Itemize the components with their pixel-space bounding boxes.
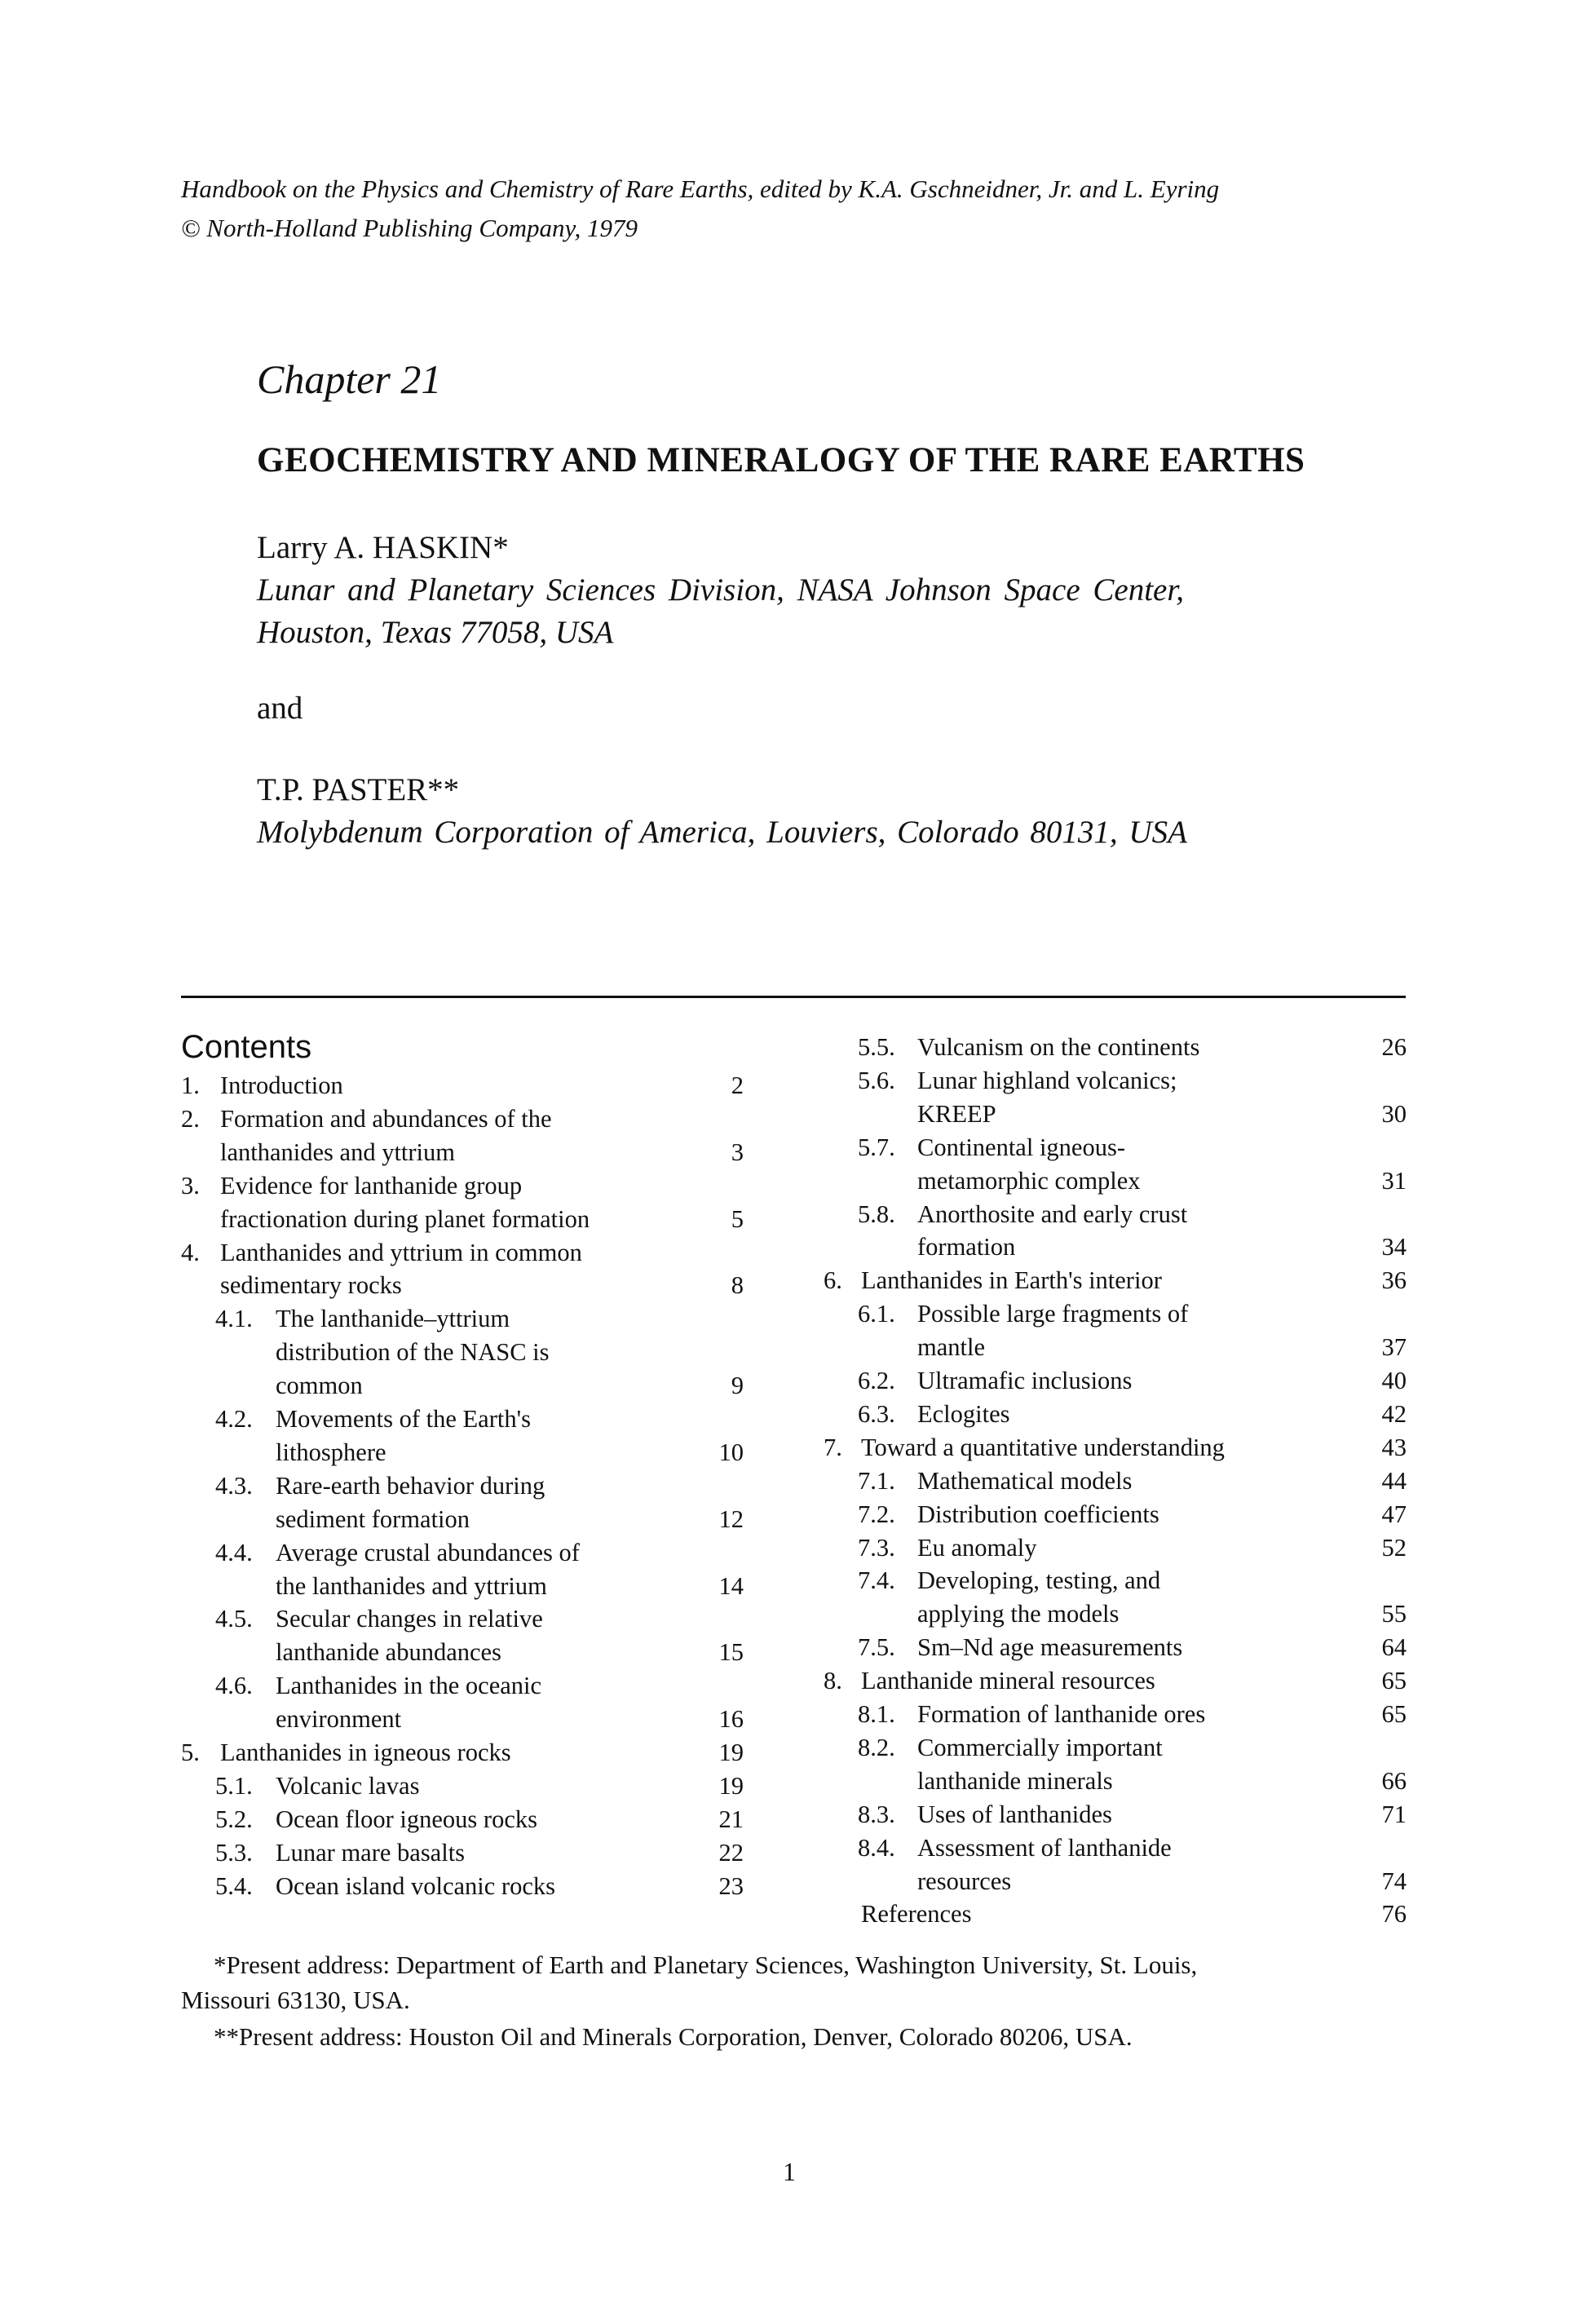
toc-entry-page: 47	[1381, 1500, 1407, 1528]
toc-entry-title: Ultramafic inclusions	[917, 1367, 1133, 1394]
toc-entry-title: Evidence for lanthanide group	[220, 1171, 523, 1200]
toc-entry-page: 26	[1381, 1033, 1407, 1061]
toc-entry-title: Lanthanides in igneous rocks	[220, 1739, 511, 1766]
toc-entry-line	[181, 1336, 768, 1368]
toc-entry-number: 4.6.	[215, 1672, 253, 1700]
toc-entry-page: 22	[718, 1838, 744, 1867]
toc-entry-page: 40	[1381, 1367, 1407, 1394]
toc-entry-line	[181, 1169, 768, 1202]
toc-entry-page: 44	[1381, 1466, 1407, 1495]
toc-entry-number: 5.	[181, 1739, 200, 1766]
toc-entry-number: 4.2.	[215, 1405, 253, 1433]
toc-entry-title: Volcanic lavas	[276, 1771, 420, 1800]
toc-entry-title: KREEP	[917, 1099, 996, 1128]
toc-entry-line	[824, 1631, 1411, 1663]
toc-entry-number: 1.	[181, 1071, 200, 1099]
toc-entry-page: 64	[1381, 1633, 1407, 1662]
toc-entry-title: resources	[917, 1867, 1012, 1895]
toc-entry-title: Vulcanism on the continents	[917, 1033, 1200, 1061]
toc-entry-line	[181, 1870, 768, 1902]
toc-entry-line	[824, 1531, 1411, 1564]
toc-entry-page: 8	[731, 1271, 744, 1300]
toc-entry-number: 5.4.	[215, 1871, 253, 1900]
toc-entry-number: 8.	[824, 1667, 842, 1695]
toc-entry-title: common	[276, 1372, 363, 1400]
toc-entry-page: 71	[1381, 1800, 1407, 1828]
toc-entry-page: 52	[1381, 1533, 1407, 1562]
toc-entry-number: 4.1.	[215, 1305, 253, 1333]
toc-entry-title: Possible large fragments of	[917, 1300, 1189, 1328]
toc-entry-line	[181, 1669, 768, 1702]
toc-entry-line	[181, 1403, 768, 1435]
chapter-title: GEOCHEMISTRY AND MINERALOGY OF THE RARE EARTHS	[257, 441, 1305, 479]
toc-entry-title: The lanthanide–yttrium	[276, 1305, 510, 1333]
toc-entry-line	[824, 1098, 1411, 1130]
author-affiliation: Lunar and Planetary Sciences Division, NASA Johnson Space Center,	[257, 572, 1184, 608]
toc-entry-page: 30	[1381, 1099, 1407, 1128]
toc-entry-number: 5.3.	[215, 1838, 253, 1867]
toc-entry-line	[824, 1198, 1411, 1230]
toc-entry-title: Introduction	[220, 1071, 343, 1099]
toc-entry-title: formation	[917, 1233, 1016, 1261]
toc-entry-number: 7.5.	[858, 1633, 895, 1662]
toc-entry-title: Average crustal abundances of	[276, 1538, 580, 1566]
author-name: Larry A. HASKIN*	[257, 530, 509, 565]
toc-entry-line	[824, 1498, 1411, 1531]
toc-entry-number: 5.6.	[858, 1066, 895, 1094]
toc-entry-title: mantle	[917, 1333, 985, 1362]
toc-entry-number: 7.	[824, 1433, 842, 1461]
toc-entry-page: 42	[1381, 1399, 1407, 1428]
toc-entry-title: Anorthosite and early crust	[917, 1200, 1188, 1228]
toc-entry-page: 43	[1381, 1433, 1407, 1461]
toc-entry-page: 74	[1381, 1867, 1407, 1895]
author-block-2	[257, 769, 1187, 854]
toc-entry-number: 8.2.	[858, 1733, 895, 1761]
author-name: T.P. PASTER**	[257, 772, 460, 807]
toc-entry-title: Rare-earth behavior during	[276, 1471, 545, 1500]
toc-entry-number: 6.1.	[858, 1300, 895, 1328]
toc-entry-title: Developing, testing, and	[917, 1566, 1161, 1595]
toc-entry-page: 19	[718, 1771, 744, 1800]
toc-entry-number: 4.	[181, 1238, 200, 1266]
toc-entry-line	[181, 1636, 768, 1668]
toc-entry-number: 5.2.	[215, 1805, 253, 1833]
chapter-label: Chapter 21	[257, 356, 442, 402]
toc-entry-line	[181, 1203, 768, 1235]
toc-entry-title: Ocean floor igneous rocks	[276, 1805, 537, 1833]
toc-entry-title: Lanthanide mineral resources	[861, 1667, 1155, 1695]
toc-entry-page: 36	[1381, 1266, 1407, 1295]
toc-entry-title: Uses of lanthanides	[917, 1800, 1112, 1828]
toc-entry-title: metamorphic complex	[917, 1166, 1141, 1195]
header-line-2: © North-Holland Publishing Company, 1979	[181, 214, 638, 242]
toc-entry-page: 31	[1381, 1166, 1407, 1195]
toc-entry-title: Commercially important	[917, 1733, 1163, 1761]
toc-entry-line	[824, 1331, 1411, 1363]
toc-entry-line	[181, 1302, 768, 1335]
toc-entry-line	[181, 1770, 768, 1802]
toc-entry-line	[181, 1736, 768, 1769]
toc-entry-title: Lunar mare basalts	[276, 1838, 466, 1867]
toc-entry-title: Lanthanides in Earth's interior	[861, 1266, 1162, 1295]
toc-entry-line	[824, 1831, 1411, 1864]
toc-entry-page: 34	[1381, 1233, 1407, 1261]
toc-entry-line	[824, 1898, 1411, 1930]
toc-entry-line	[824, 1597, 1411, 1630]
toc-entry-title: lanthanide minerals	[917, 1766, 1113, 1795]
toc-entry-line	[824, 1564, 1411, 1597]
toc-entry-title: the lanthanides and yttrium	[276, 1571, 547, 1600]
toc-entry-page: 23	[718, 1871, 744, 1900]
footnote-2: **Present address: Houston Oil and Minerals Corporation, Denver, Colorado 80206, USA.	[214, 2022, 1133, 2051]
toc-entry-line	[181, 1836, 768, 1869]
toc-entry-number: 4.5.	[215, 1605, 253, 1633]
toc-entry-line	[824, 1264, 1411, 1297]
toc-entry-line	[181, 1602, 768, 1635]
toc-entry-number: 4.4.	[215, 1538, 253, 1566]
header-line-1: Handbook on the Physics and Chemistry of Rare Earths, edited by K.A. Gschneidner, Jr. and L. Eyring	[181, 175, 1220, 203]
toc-entry-title: applying the models	[917, 1600, 1120, 1628]
toc-entry-number: 7.1.	[858, 1466, 895, 1495]
toc-entry-title: Toward a quantitative understanding	[861, 1433, 1225, 1461]
author-affiliation: Molybdenum Corporation of America, Louviers, Colorado 80131, USA	[257, 815, 1187, 850]
toc-entry-page: 12	[718, 1504, 744, 1533]
toc-entry-title: Eclogites	[917, 1399, 1010, 1428]
toc-entry-line	[824, 1164, 1411, 1197]
author-affiliation: Houston, Texas 77058, USA	[257, 615, 614, 650]
toc-entry-page: 14	[718, 1571, 744, 1600]
toc-entry-line	[181, 1436, 768, 1469]
toc-entry-line	[824, 1230, 1411, 1263]
toc-entry-page: 55	[1381, 1600, 1407, 1628]
toc-entry-line	[824, 1398, 1411, 1430]
toc-entry-line	[824, 1465, 1411, 1497]
toc-entry-line	[181, 1369, 768, 1402]
toc-entry-line	[181, 1136, 768, 1169]
book-header	[181, 170, 1420, 248]
toc-entry-title: Assessment of lanthanide	[917, 1833, 1172, 1862]
toc-entry-page: 65	[1381, 1667, 1407, 1695]
toc-entry-number: 5.8.	[858, 1200, 895, 1228]
author-block-1	[257, 527, 1184, 654]
toc-entry-page: 9	[731, 1372, 744, 1400]
toc-entry-line	[824, 1297, 1411, 1330]
and-connector: and	[257, 691, 303, 726]
toc-entry-title: Continental igneous-	[917, 1133, 1125, 1161]
toc-entry-page: 66	[1381, 1766, 1407, 1795]
toc-entry-page: 3	[731, 1138, 744, 1166]
toc-entry-number: 2.	[181, 1104, 200, 1133]
toc-entry-title: lithosphere	[276, 1438, 386, 1466]
toc-entry-line	[824, 1698, 1411, 1730]
toc-entry-number: 8.4.	[858, 1833, 895, 1862]
toc-entry-page: 76	[1381, 1900, 1407, 1929]
toc-entry-line	[181, 1069, 768, 1102]
toc-entry-page: 5	[731, 1204, 744, 1233]
toc-entry-title: Lanthanides and yttrium in common	[220, 1238, 582, 1266]
toc-entry-line	[824, 1731, 1411, 1764]
toc-entry-title: fractionation during planet formation	[220, 1204, 590, 1233]
toc-entry-line	[824, 1131, 1411, 1164]
toc-entry-page: 2	[731, 1071, 744, 1099]
toc-entry-line	[181, 1469, 768, 1502]
toc-entry-number: 6.	[824, 1266, 842, 1295]
toc-entry-line	[181, 1703, 768, 1735]
toc-entry-number: 5.1.	[215, 1771, 253, 1800]
section-divider	[181, 996, 1406, 998]
toc-entry-title: Movements of the Earth's	[276, 1405, 531, 1433]
toc-entry-line	[181, 1570, 768, 1602]
toc-entry-number: 7.3.	[858, 1533, 895, 1562]
contents-heading: Contents	[181, 1029, 312, 1065]
toc-entry-title: sedimentary rocks	[220, 1271, 402, 1300]
toc-entry-title: distribution of the NASC is	[276, 1338, 550, 1367]
toc-entry-title: Lanthanides in the oceanic	[276, 1672, 542, 1700]
toc-entry-number: 8.3.	[858, 1800, 895, 1828]
toc-entry-title: Lunar highland volcanics;	[917, 1066, 1177, 1094]
toc-entry-title: Ocean island volcanic rocks	[276, 1871, 555, 1900]
toc-entry-page: 65	[1381, 1700, 1407, 1728]
toc-entry-page: 37	[1381, 1333, 1407, 1362]
toc-entry-title: sediment formation	[276, 1504, 470, 1533]
toc-entry-line	[824, 1364, 1411, 1397]
toc-entry-number: 3.	[181, 1171, 200, 1200]
toc-entry-line	[824, 1765, 1411, 1797]
toc-entry-number: 5.5.	[858, 1033, 895, 1061]
toc-entry-number: 7.4.	[858, 1566, 895, 1595]
toc-entry-line	[181, 1269, 768, 1301]
toc-entry-line	[824, 1865, 1411, 1898]
toc-entry-page: 15	[718, 1638, 744, 1667]
toc-entry-number: 4.3.	[215, 1471, 253, 1500]
toc-entry-title: Secular changes in relative	[276, 1605, 543, 1633]
toc-entry-title: Distribution coefficients	[917, 1500, 1159, 1528]
toc-entry-page: 16	[718, 1705, 744, 1734]
toc-entry-page: 19	[718, 1739, 744, 1766]
toc-entry-title: Mathematical models	[917, 1466, 1133, 1495]
toc-entry-title: References	[861, 1900, 972, 1929]
toc-entry-number: 6.2.	[858, 1367, 895, 1394]
toc-entry-title: lanthanides and yttrium	[220, 1138, 455, 1166]
toc-entry-page: 21	[718, 1805, 744, 1833]
toc-entry-line	[824, 1431, 1411, 1464]
toc-entry-line	[181, 1236, 768, 1269]
toc-entry-number: 5.7.	[858, 1133, 895, 1161]
toc-entry-title: Formation of lanthanide ores	[917, 1700, 1206, 1728]
toc-entry-line	[181, 1536, 768, 1569]
toc-entry-page: 10	[718, 1438, 744, 1466]
toc-entry-title: Eu anomaly	[917, 1533, 1037, 1562]
footnote-1-line-2: Missouri 63130, USA.	[181, 1986, 410, 2014]
toc-entry-number: 6.3.	[858, 1399, 895, 1428]
toc-entry-line	[181, 1102, 768, 1135]
toc-entry-title: Sm–Nd age measurements	[917, 1633, 1183, 1662]
toc-entry-number: 8.1.	[858, 1700, 895, 1728]
toc-entry-line	[181, 1803, 768, 1836]
toc-entry-number: 7.2.	[858, 1500, 895, 1528]
toc-entry-title: Formation and abundances of the	[220, 1104, 552, 1133]
toc-entry-line	[824, 1798, 1411, 1831]
toc-entry-line	[824, 1664, 1411, 1697]
toc-entry-line	[181, 1503, 768, 1535]
toc-entry-line	[824, 1031, 1411, 1063]
toc-entry-title: environment	[276, 1705, 402, 1734]
page-number: 1	[783, 2157, 796, 2186]
footnote-1-line-1: *Present address: Department of Earth and Planetary Sciences, Washington University, St. Louis,	[214, 1951, 1198, 1979]
toc-entry-title: lanthanide abundances	[276, 1638, 501, 1667]
toc-entry-line	[824, 1064, 1411, 1097]
